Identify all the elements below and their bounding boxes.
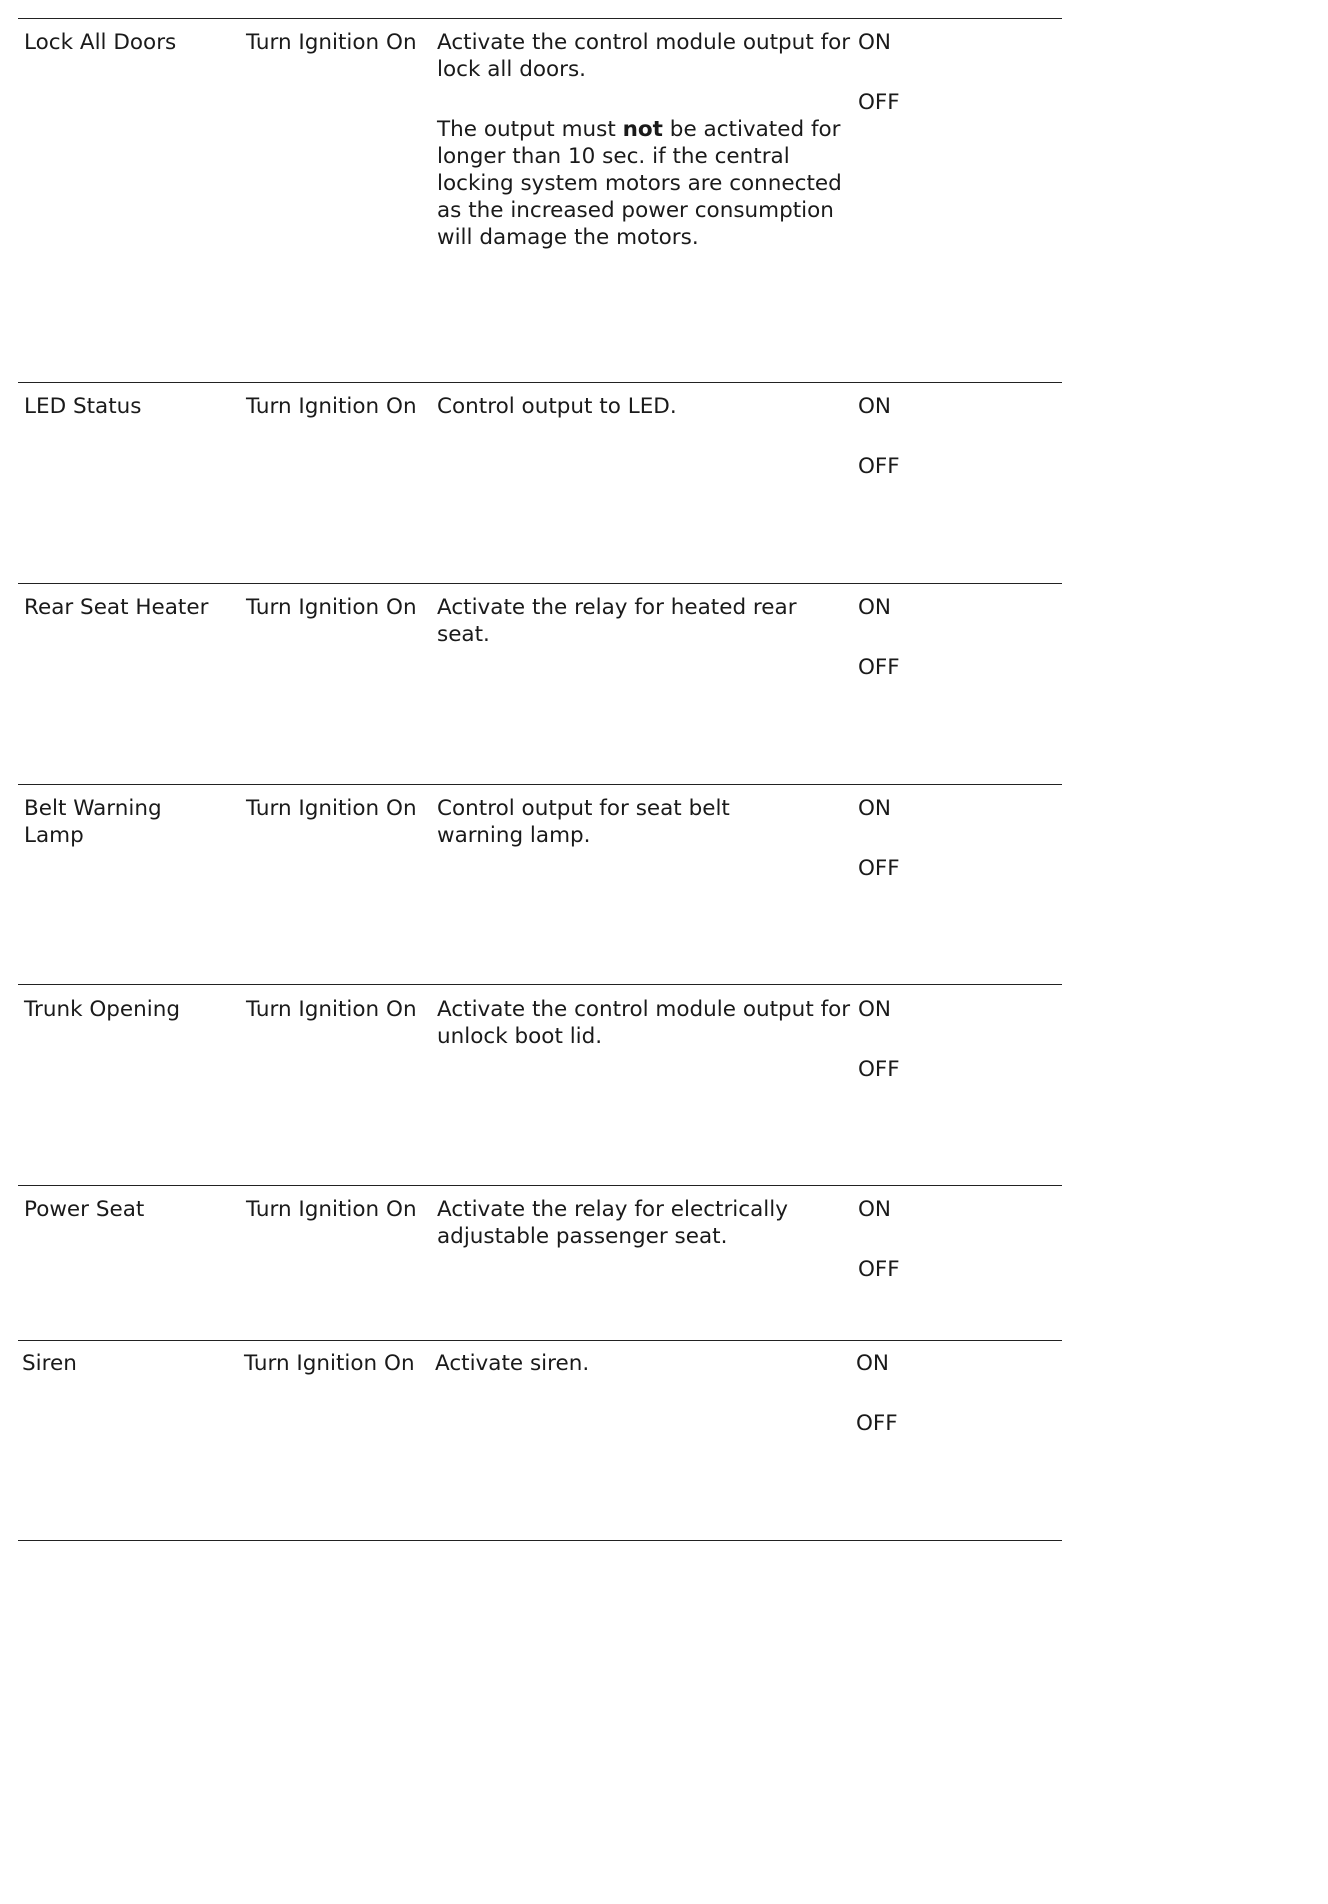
description [437,29,852,251]
table-divider [18,1340,1062,1341]
state-options [858,996,978,1083]
condition: Turn Ignition On [246,394,417,419]
state-on: ON [858,394,892,419]
state-options [858,594,978,681]
state-off: OFF [856,1411,898,1436]
description: Control output to LED. [437,394,677,419]
state-options [858,393,978,480]
state-on: ON [858,796,892,821]
description-text: Activate the control module output for lock all doors. [437,30,851,82]
state-on: ON [856,1351,890,1376]
description: Activate siren. [435,1351,590,1376]
table-divider [18,984,1062,985]
component-name: Trunk Opening [24,997,181,1022]
warning-text: The output must not be activated for longer than 10 sec. if the central locking system motors are connected as the increased power consumption will damage the motors. [437,117,842,250]
state-off: OFF [858,1057,900,1082]
state-off: OFF [858,90,900,115]
condition: Turn Ignition On [246,30,417,55]
state-options [858,795,978,882]
description: Activate the control module output for unlock boot lid. [437,997,851,1049]
table-divider [18,784,1062,785]
state-on: ON [858,1197,892,1222]
component-name: LED Status [24,394,142,419]
state-options [858,29,978,116]
description: Activate the relay for electrically adjustable passenger seat. [437,1197,788,1249]
description: Activate the relay for heated rear seat. [437,595,797,647]
component-name: Power Seat [24,1197,145,1222]
condition: Turn Ignition On [246,595,417,620]
state-off: OFF [858,1257,900,1282]
condition: Turn Ignition On [246,1197,417,1222]
state-off: OFF [858,655,900,680]
condition: Turn Ignition On [246,997,417,1022]
state-options [858,1196,978,1283]
component-name: Siren [22,1351,77,1376]
table-divider [18,18,1062,19]
component-name: Rear Seat Heater [24,595,209,620]
condition: Turn Ignition On [244,1351,415,1376]
state-on: ON [858,997,892,1022]
table-divider [18,382,1062,383]
description: Control output for seat belt warning lamp. [437,796,730,848]
state-off: OFF [858,856,900,881]
table-divider [18,583,1062,584]
component-name: Belt Warning Lamp [24,796,162,848]
component-name: Lock All Doors [24,30,177,55]
state-on: ON [858,595,892,620]
state-on: ON [858,30,892,55]
condition: Turn Ignition On [246,796,417,821]
state-options [856,1350,976,1437]
table-divider [18,1540,1062,1541]
table-divider [18,1185,1062,1186]
state-off: OFF [858,454,900,479]
